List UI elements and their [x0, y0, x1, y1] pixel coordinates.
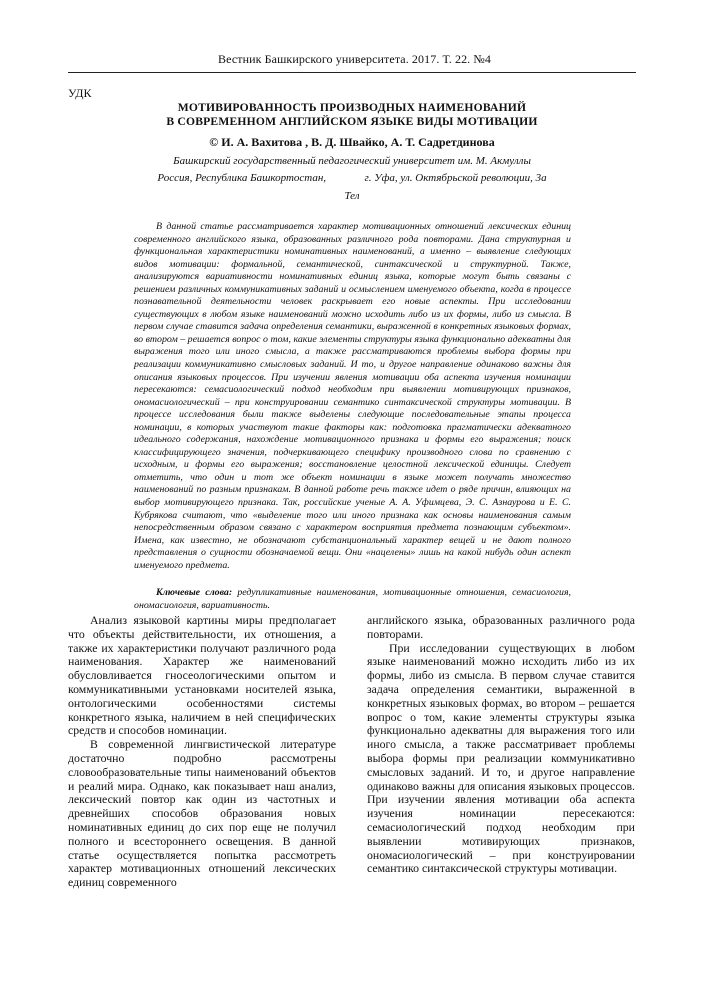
- keywords-text: редупликативные наименования, мотивационные отношения, семасиология, ономасиология, вариативность.: [134, 587, 572, 611]
- body-paragraph: Анализ языковой картины миры предполагает что объекты действительности, их отношения, а также их характеристики получают различного рода наименования. Характер же наименований обусловливается гносеологическими опытом и коммуникативными установками носителей языка, онтологическими особенностями системы конкретного языка, наличием в ней специфических средств и способов номинации.: [68, 613, 336, 738]
- keywords: [134, 587, 571, 612]
- journal-header: Вестник Башкирского университета. 2017. Т. 22. №4: [217, 52, 492, 66]
- body-column-left: [68, 614, 336, 890]
- telephone-label: Тел: [344, 190, 360, 202]
- title-line-1: МОТИВИРОВАННОСТЬ ПРОИЗВОДНЫХ НАИМЕНОВАНИЙ: [177, 101, 527, 114]
- article-title: [68, 101, 636, 129]
- abstract: В данной статье рассматривается характер мотивационных отношений лексических единиц современного английского языка, образованных различного рода повторами. Дана структурная и функциональная характеристики номинативных наименований, а именно – выявление следующих видов мотивации: формальной, семантической, синтаксической и структурной. Также, анализируются вариативности номинативных единиц языка, которые могут быть связаны с решением различных коммуникативных заданий и осмыслением именуемого объекта, когда в процессе познавательной деятельности человек раскрывает его новые аспекты. При исследовании существующих в любом языке наименований можно исходить либо из их формы, либо из смысла. В первом случае ставится задача определения семантики, выраженной в конкретных языковых формах, во втором – решается вопрос о том, какие элементы структуры языка функционально адекватны для выражения того или иного смысла, а также рассматриваются проблемы выбора формы при реализации коммуникативно смысловых заданий. И то, и другое направление одинаково важны для описания языковых процессов. При изучении явления мотивации оба аспекта изучения номинации пересекаются: семасиологический подход необходим при выявлении мотивирующих признаков, ономасиологический – при конструировании семантико синтаксической структуры мотивации. В процессе исследования были также выделены следующие последовательные этапы процесса номинации, в которых участвуют такие факторы как: подготовка прагматически адекватного идеального содержания, нахождение мотивационного признака и формы его выражения; поиск классифицирующего значения, подчеркивающего специфику производного слова по сравнению с исходным, и формы его выражения; восстановление целостной лексической единицы. Следует отметить, что один и тот же объект номинации в языке может получать множество наименований по разным признакам. В данной работе речь также идет о ряде причин, влияющих на выбор мотивирующего признака. Так, российские ученые А. А. Уфимцева, Э. С. Азнаурова и Е. С. Кубрякова считают, что «выделение того или иного признака как основы наименования самым непосредственным образом связано с характером восприятия предмета познающим субъектом». Имена, как известно, не обозначают субстанциональный характер вещей и не дают полного представления о сущности обозначаемой вещи. Они «нацелены» лишь на какой нибудь один аспект именуемого предмета.: [134, 221, 571, 571]
- udk-label: УДК: [68, 86, 92, 100]
- affiliation-line-1: Башкирский государственный педагогический университет им. М. Акмуллы: [173, 155, 531, 167]
- body-column-right: [367, 614, 635, 876]
- body-paragraph: В современной лингвистической литературе достаточно подробно рассмотрены словообразовательные типы наименований объектов и реалий мира. Однако, как показывает наш анализ, лексический повтор как один из частотных и древнейших способов образования новых номинативных единиц до сих пор еще не получил полного и всестороннего освещения. В данной статье осуществляется попытка рассмотреть характер мотивационных отношений лексических единиц современного: [68, 737, 336, 890]
- body-paragraph-continued: английского языка, образованных различного рода повторами.: [367, 613, 635, 641]
- header-rule: [68, 72, 636, 73]
- affiliation-line-2: Россия, Республика Башкортостан, г. Уфа, ул. Октябрьской революции, 3а: [157, 172, 547, 184]
- authors: © И. А. Вахитова , В. Д. Швайко, А. Т. Садретдинова: [209, 135, 495, 149]
- body-paragraph: При исследовании существующих в любом языке наименований можно исходить либо из их формы, либо из смысла. В первом случае ставится задача определения семантики, выраженной в конкретных языковых формах, во втором – решается вопрос о том, какие элементы структуры языка функционально адекватны для выражения того или иного смысла, а также рассматривает проблемы выбора формы при реализации коммуникативно смысловых заданий. И то, и другое направление одинаково важны для описания языковых процессов. При изучении явления мотивации оба аспекта изучения номинации пересекаются: семасиологический подход необходим при выявлении мотивирующих признаков, ономасиологический – при конструировании семантико синтаксической структуры мотивации.: [367, 640, 635, 876]
- title-line-2: В СОВРЕМЕННОМ АНГЛИЙСКОМ ЯЗЫКЕ ВИДЫ МОТИВАЦИИ: [166, 115, 538, 128]
- affiliation: [68, 153, 636, 187]
- keywords-label: Ключевые слова:: [156, 587, 233, 598]
